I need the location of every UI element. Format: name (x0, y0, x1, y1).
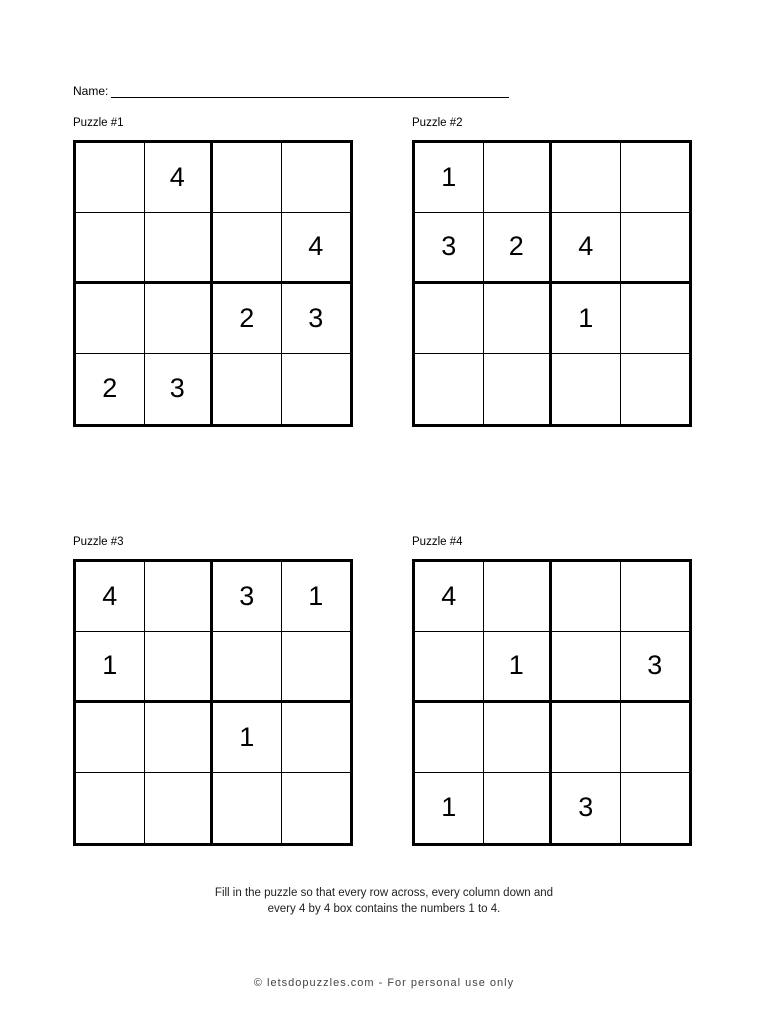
grid-cell[interactable]: 3 (213, 562, 282, 632)
puzzle-title: Puzzle #1 (73, 117, 124, 129)
grid-cell[interactable] (145, 703, 214, 773)
grid-cell[interactable] (282, 703, 351, 773)
grid-cell[interactable] (415, 354, 484, 424)
grid-cell[interactable] (282, 773, 351, 843)
grid-cell[interactable] (145, 773, 214, 843)
grid-cell[interactable] (145, 562, 214, 632)
grid-cell[interactable]: 2 (484, 213, 553, 283)
grid-cell[interactable] (76, 773, 145, 843)
sudoku-grid (412, 559, 692, 846)
grid-cell[interactable] (76, 284, 145, 354)
grid-cell[interactable] (484, 562, 553, 632)
grid-cell[interactable]: 3 (552, 773, 621, 843)
grid-cell[interactable] (621, 562, 690, 632)
grid-cell[interactable] (552, 143, 621, 213)
grid-cell[interactable] (621, 213, 690, 283)
grid-cell[interactable] (213, 773, 282, 843)
grid-cell[interactable]: 4 (76, 562, 145, 632)
grid-cell[interactable]: 1 (552, 284, 621, 354)
sudoku-grid (412, 140, 692, 427)
grid-cell[interactable]: 3 (282, 284, 351, 354)
grid-cell[interactable] (145, 213, 214, 283)
instructions-line-2: every 4 by 4 box contains the numbers 1 to 4. (267, 903, 501, 915)
grid-cell[interactable] (552, 632, 621, 702)
name-underline[interactable] (111, 87, 509, 98)
grid-cell[interactable]: 1 (76, 632, 145, 702)
grid-cell[interactable] (213, 213, 282, 283)
grid-cell[interactable] (484, 773, 553, 843)
grid-cell[interactable]: 1 (484, 632, 553, 702)
grid-cell[interactable] (76, 143, 145, 213)
grid-cell[interactable] (213, 632, 282, 702)
grid-cell[interactable]: 1 (282, 562, 351, 632)
grid-cell[interactable] (484, 143, 553, 213)
puzzle-title: Puzzle #2 (412, 117, 463, 129)
grid-cell[interactable]: 3 (145, 354, 214, 424)
grid-cell[interactable] (145, 632, 214, 702)
grid-cell[interactable] (484, 354, 553, 424)
grid-cell[interactable]: 4 (145, 143, 214, 213)
grid-cell[interactable]: 4 (552, 213, 621, 283)
puzzle-title: Puzzle #4 (412, 536, 463, 548)
grid-cell[interactable] (415, 703, 484, 773)
grid-cell[interactable] (484, 284, 553, 354)
name-label: Name: (73, 84, 109, 98)
grid-cell[interactable] (621, 773, 690, 843)
grid-cell[interactable] (552, 703, 621, 773)
grid-cell[interactable]: 4 (282, 213, 351, 283)
grid-cell[interactable] (621, 284, 690, 354)
sudoku-grid (73, 559, 353, 846)
grid-cell[interactable] (282, 632, 351, 702)
name-field (73, 84, 509, 98)
grid-cell[interactable]: 1 (415, 143, 484, 213)
instructions-line-1: Fill in the puzzle so that every row across, every column down and (214, 887, 554, 899)
sudoku-grid (73, 140, 353, 427)
grid-cell[interactable]: 3 (415, 213, 484, 283)
grid-cell[interactable] (415, 632, 484, 702)
grid-cell[interactable] (621, 354, 690, 424)
grid-cell[interactable] (552, 354, 621, 424)
grid-cell[interactable]: 2 (213, 284, 282, 354)
grid-cell[interactable] (213, 354, 282, 424)
grid-cell[interactable] (415, 284, 484, 354)
grid-cell[interactable] (213, 143, 282, 213)
instructions (0, 885, 768, 917)
grid-cell[interactable] (552, 562, 621, 632)
grid-cell[interactable] (621, 703, 690, 773)
grid-cell[interactable]: 3 (621, 632, 690, 702)
grid-cell[interactable] (145, 284, 214, 354)
grid-cell[interactable] (621, 143, 690, 213)
grid-cell[interactable] (282, 143, 351, 213)
puzzle-title: Puzzle #3 (73, 536, 124, 548)
grid-cell[interactable]: 2 (76, 354, 145, 424)
grid-cell[interactable] (76, 213, 145, 283)
grid-cell[interactable]: 4 (415, 562, 484, 632)
grid-cell[interactable] (282, 354, 351, 424)
grid-cell[interactable] (484, 703, 553, 773)
copyright-footer: © letsdopuzzles.com - For personal use only (253, 977, 515, 989)
grid-cell[interactable]: 1 (213, 703, 282, 773)
grid-cell[interactable]: 1 (415, 773, 484, 843)
grid-cell[interactable] (76, 703, 145, 773)
